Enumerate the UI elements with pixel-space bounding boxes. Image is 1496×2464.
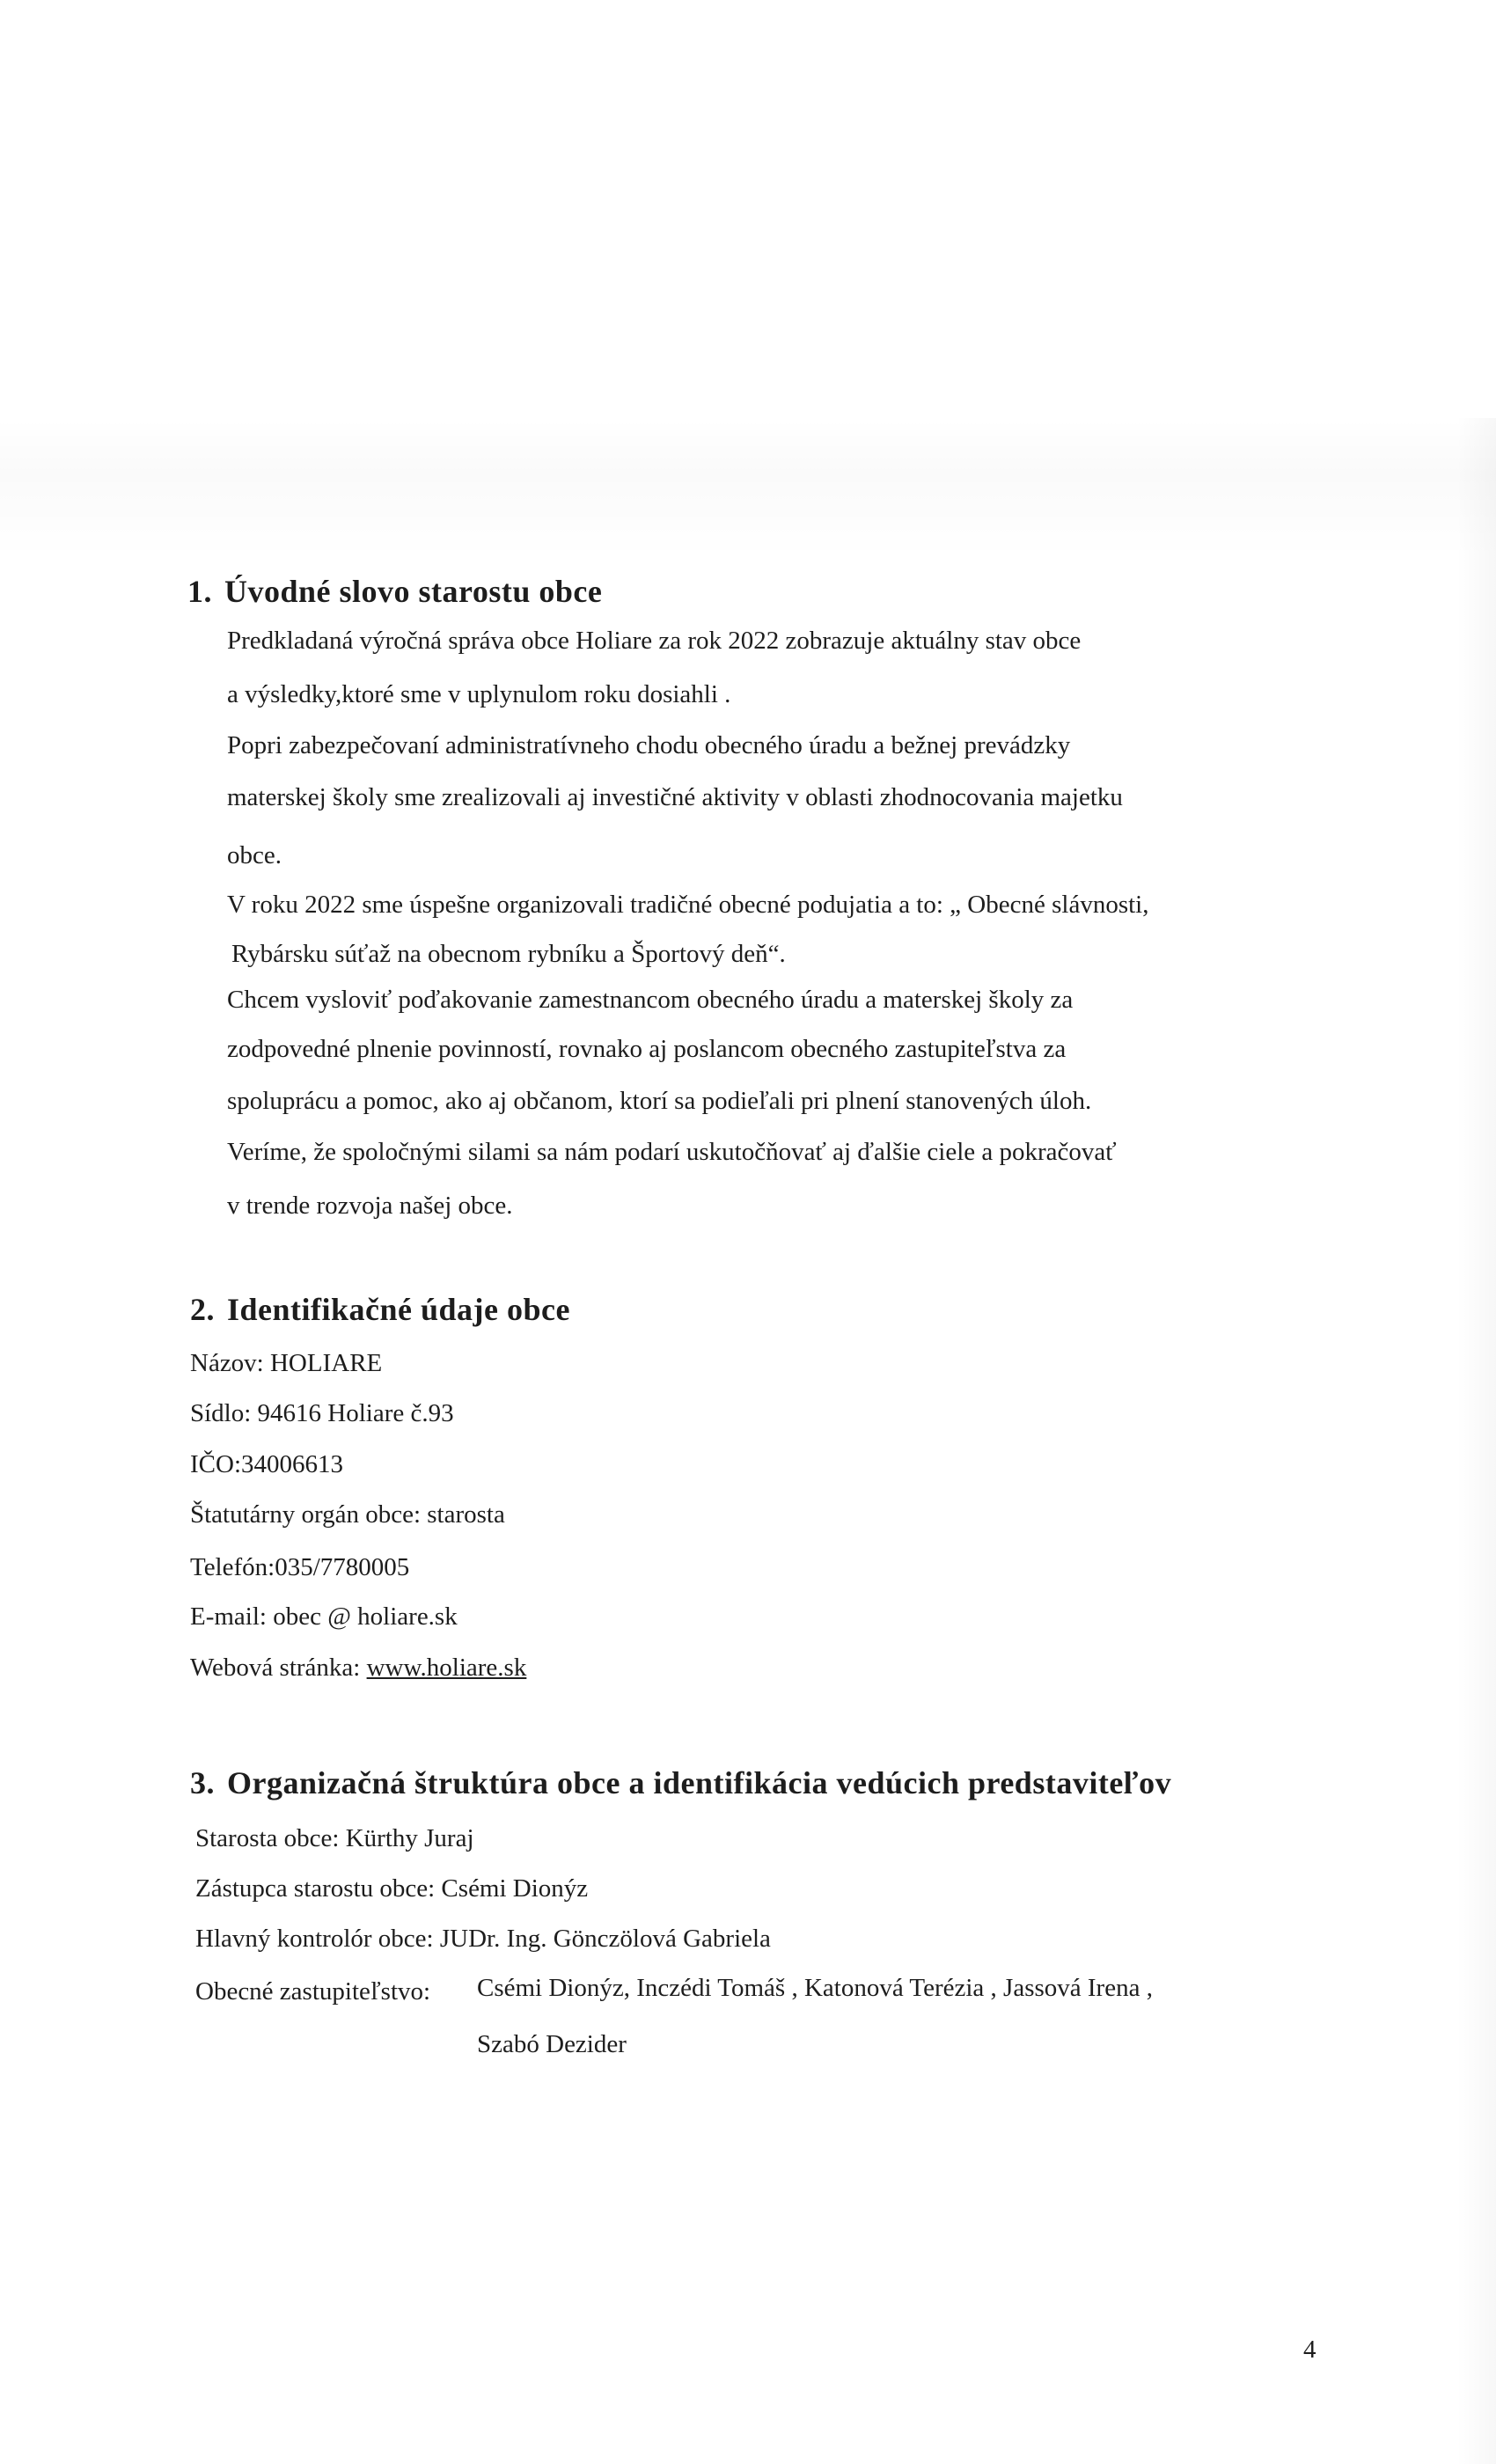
section-heading-intro [187, 573, 602, 610]
paragraph-line: Veríme, že spoločnými silami sa nám podarí uskutočňovať aj ďalšie ciele a pokračovať [227, 1138, 1117, 1166]
paragraph-line: spoluprácu a pomoc, ako aj občanom, ktorí sa podieľali pri plnení stanovených úloh. [227, 1087, 1092, 1115]
paragraph-line: zodpovedné plnenie povinností, rovnako aj poslancom obecného zastupiteľstva za [227, 1035, 1067, 1063]
paragraph-line: Rybársku súťaž na obecnom rybníku a Športový deň“. [231, 940, 786, 968]
scan-shade [0, 418, 1496, 559]
website-label: Webová stránka: [190, 1654, 367, 1682]
section-heading-identification [190, 1291, 570, 1328]
section-title: Úvodné slovo starostu obce [224, 574, 603, 609]
scan-edge [1456, 418, 1496, 2464]
section-number: 1. [187, 574, 212, 609]
website-link[interactable]: www.holiare.sk [366, 1654, 527, 1682]
paragraph-line: obce. [227, 841, 282, 869]
section-number: 2. [190, 1292, 215, 1327]
section-title: Organizačná štruktúra obce a identifikácia vedúcich predstaviteľov [227, 1765, 1172, 1800]
municipality-seat: Sídlo: 94616 Holiare č.93 [190, 1399, 454, 1427]
paragraph-line: Chcem vysloviť poďakovanie zamestnancom obecného úradu a materskej školy za [227, 986, 1074, 1014]
phone: Telefón:035/7780005 [190, 1553, 410, 1581]
paragraph-line: a výsledky,ktoré sme v uplynulom roku dosiahli . [227, 680, 731, 708]
paragraph-line: Popri zabezpečovaní administratívneho chodu obecného úradu a bežnej prevádzky [227, 731, 1071, 759]
statutory-organ: Štatutárny orgán obce: starosta [190, 1500, 505, 1529]
paragraph-line: Predkladaná výročná správa obce Holiare za rok 2022 zobrazuje aktuálny stav obce [227, 627, 1082, 655]
municipality-name: Názov: HOLIARE [190, 1349, 383, 1377]
section-heading-structure [190, 1764, 1171, 1801]
council-members: Szabó Dezider [477, 2030, 627, 2058]
section-number: 3. [190, 1765, 215, 1800]
page-number: 4 [1303, 2336, 1316, 2364]
paragraph-line: v trende rozvoja našej obce. [227, 1192, 513, 1220]
paragraph-line: materskej školy sme zrealizovali aj investičné aktivity v oblasti zhodnocovania majetku [227, 783, 1123, 811]
municipality-ico: IČO:34006613 [190, 1450, 343, 1478]
section-title: Identifikačné údaje obce [227, 1292, 570, 1327]
chief-controller: Hlavný kontrolór obce: JUDr. Ing. Gönczölová Gabriela [195, 1925, 771, 1953]
mayor: Starosta obce: Kürthy Juraj [195, 1824, 474, 1852]
email: E-mail: obec @ holiare.sk [190, 1602, 458, 1631]
paragraph-line: V roku 2022 sme úspešne organizovali tradičné obecné podujatia a to: „ Obecné slávnosti, [227, 891, 1149, 919]
council-label: Obecné zastupiteľstvo: [195, 1977, 431, 2006]
council-members: Csémi Dionýz, Inczédi Tomáš , Katonová Terézia , Jassová Irena , [477, 1974, 1153, 2002]
website [190, 1655, 526, 1681]
deputy-mayor: Zástupca starostu obce: Csémi Dionýz [195, 1874, 589, 1903]
